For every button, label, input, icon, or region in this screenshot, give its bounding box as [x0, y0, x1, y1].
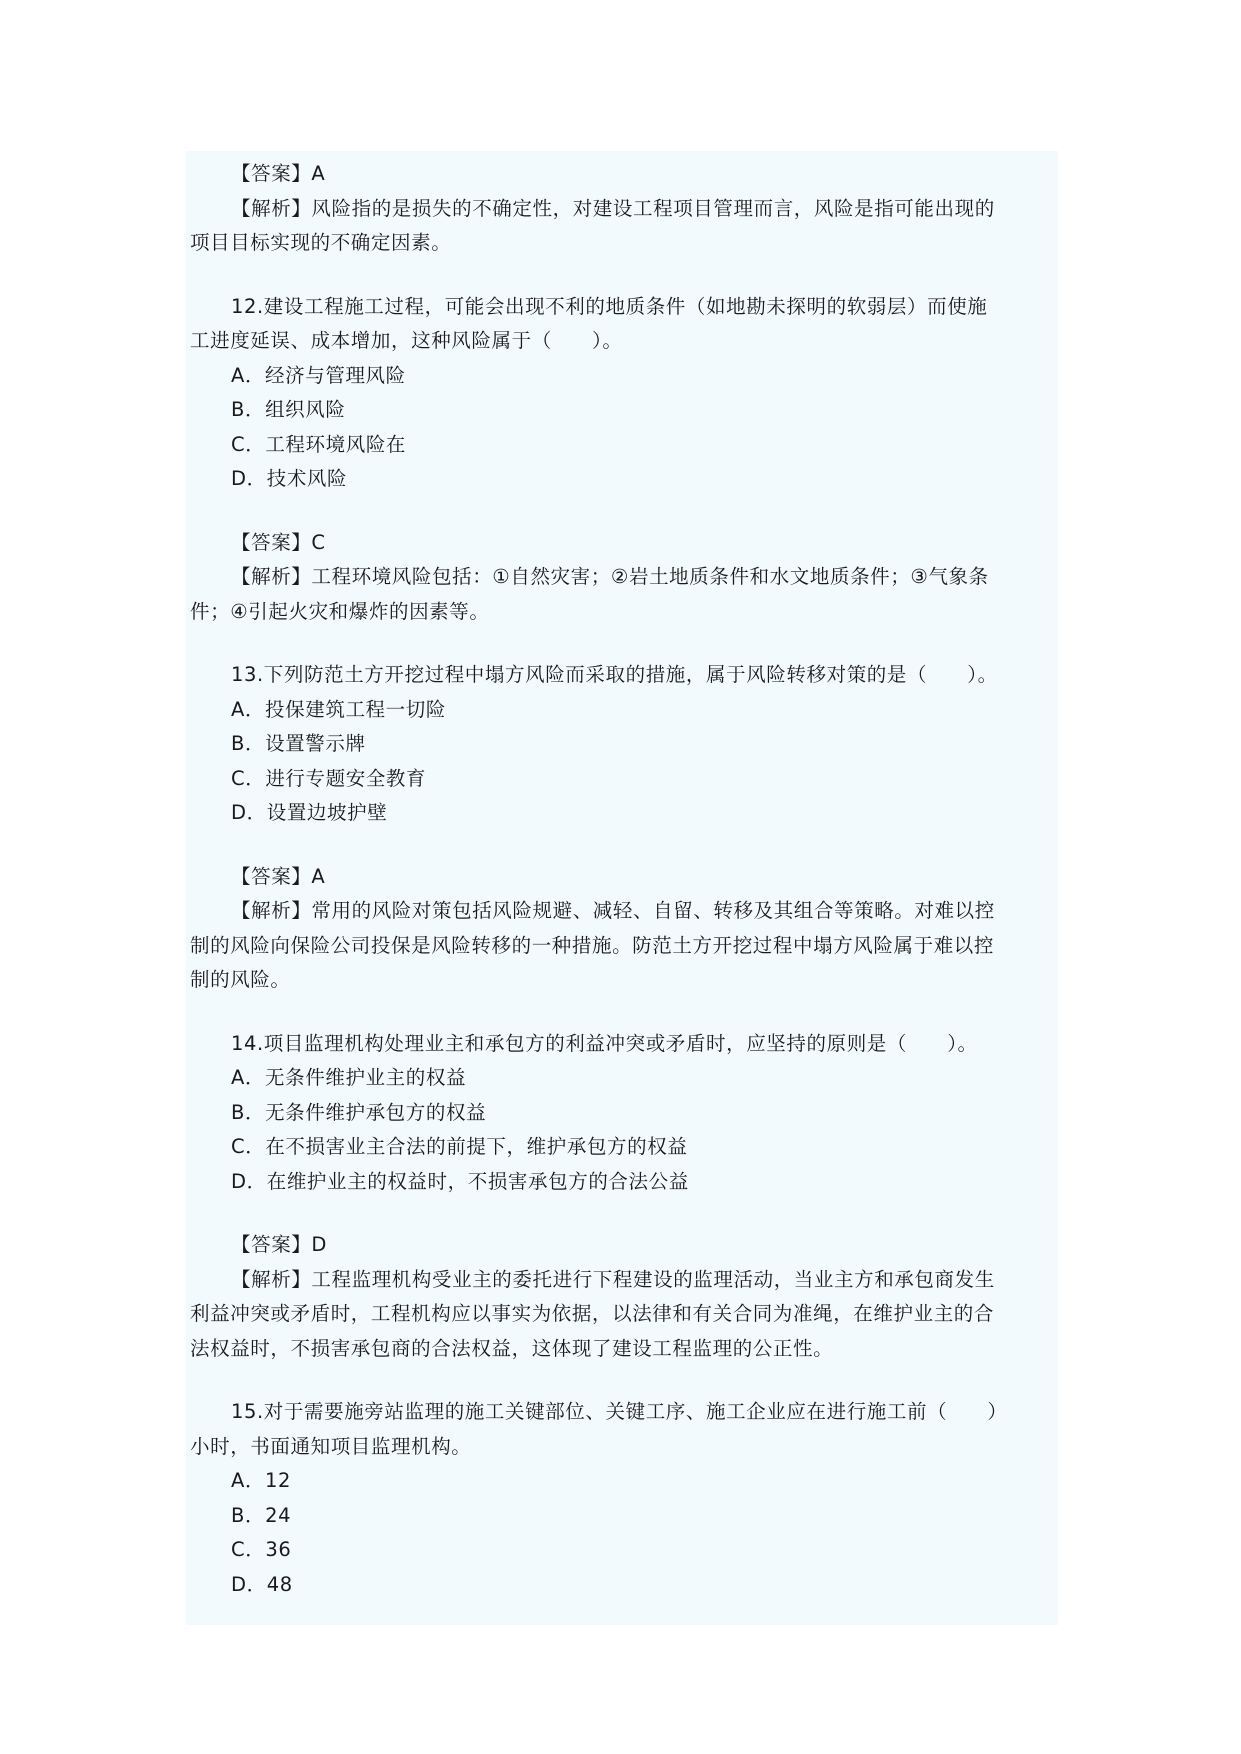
option-item: C．在不损害业主合法的前提下，维护承包方的权益	[231, 1135, 688, 1158]
option-item: B．无条件维护承包方的权益	[231, 1100, 487, 1124]
question-stem: 工进度延误、成本增加，这种风险属于（ ）。	[190, 329, 623, 352]
option-item: C．进行专题安全教育	[231, 766, 427, 790]
option-item: A．经济与管理风险	[231, 363, 406, 387]
analysis-text: 件；④引起火灾和爆炸的因素等。	[190, 599, 490, 623]
option-item: A．无条件维护业主的权益	[231, 1066, 467, 1089]
answer-label: 【答案】C	[231, 530, 326, 554]
analysis-text: 【解析】常用的风险对策包括风险规避、减轻、自留、转移及其组合等策略。对难以控	[231, 899, 995, 922]
document-page	[186, 151, 1058, 1625]
analysis-text: 【解析】工程监理机构受业主的委托进行下程建设的监理活动，当业主方和承包商发生	[231, 1267, 995, 1291]
option-item: B．组织风险	[231, 398, 346, 421]
question-stem: 12.建设工程施工过程，可能会出现不利的地质条件（如地勘未探明的软弱层）而使施	[231, 294, 988, 318]
analysis-text: 项目目标实现的不确定因素。	[190, 231, 452, 254]
option-item: B．设置警示牌	[231, 732, 366, 755]
analysis-text: 制的风险向保险公司投保是风险转移的一种措施。防范土方开挖过程中塌方风险属于难以控	[190, 933, 995, 957]
answer-label: 【答案】D	[231, 1233, 328, 1256]
analysis-text: 【解析】工程环境风险包括：①自然灾害；②岩土地质条件和水文地质条件；③气象条	[231, 565, 989, 588]
option-item: D．在维护业主的权益时，不损害承包方的合法公益	[231, 1169, 689, 1193]
analysis-text: 制的风险。	[190, 968, 291, 991]
option-item: B．24	[231, 1503, 292, 1527]
question-stem: 15.对于需要施旁站监理的施工关键部位、关键工序、施工企业应在进行施工前（ ）	[231, 1400, 1008, 1423]
document-content	[190, 157, 1052, 1602]
question-stem: 14.项目监理机构处理业主和承包方的利益冲突或矛盾时，应坚持的原则是（ ）。	[231, 1031, 978, 1055]
option-item: C．36	[231, 1538, 292, 1561]
question-stem: 小时，书面通知项目监理机构。	[190, 1434, 472, 1458]
analysis-text: 利益冲突或矛盾时，工程机构应以事实为依据，以法律和有关合同为准绳，在维护业主的合	[190, 1302, 995, 1325]
option-item: D．48	[231, 1572, 293, 1596]
option-item: A．12	[231, 1469, 292, 1492]
question-stem: 13.下列防范土方开挖过程中塌方风险而采取的措施，属于风险转移对策的是（ ）。	[231, 663, 998, 686]
option-item: D．设置边坡护壁	[231, 801, 388, 824]
option-item: A．投保建筑工程一切险	[231, 697, 446, 721]
analysis-text: 【解析】风险指的是损失的不确定性，对建设工程项目管理而言，风险是指可能出现的	[231, 196, 995, 220]
answer-label: 【答案】A	[231, 864, 326, 888]
analysis-text: 法权益时，不损害承包商的合法权益，这体现了建设工程监理的公正性。	[190, 1336, 834, 1360]
option-item: D．技术风险	[231, 467, 348, 490]
answer-label: 【答案】A	[231, 162, 326, 185]
option-item: C．工程环境风险在	[231, 432, 407, 456]
